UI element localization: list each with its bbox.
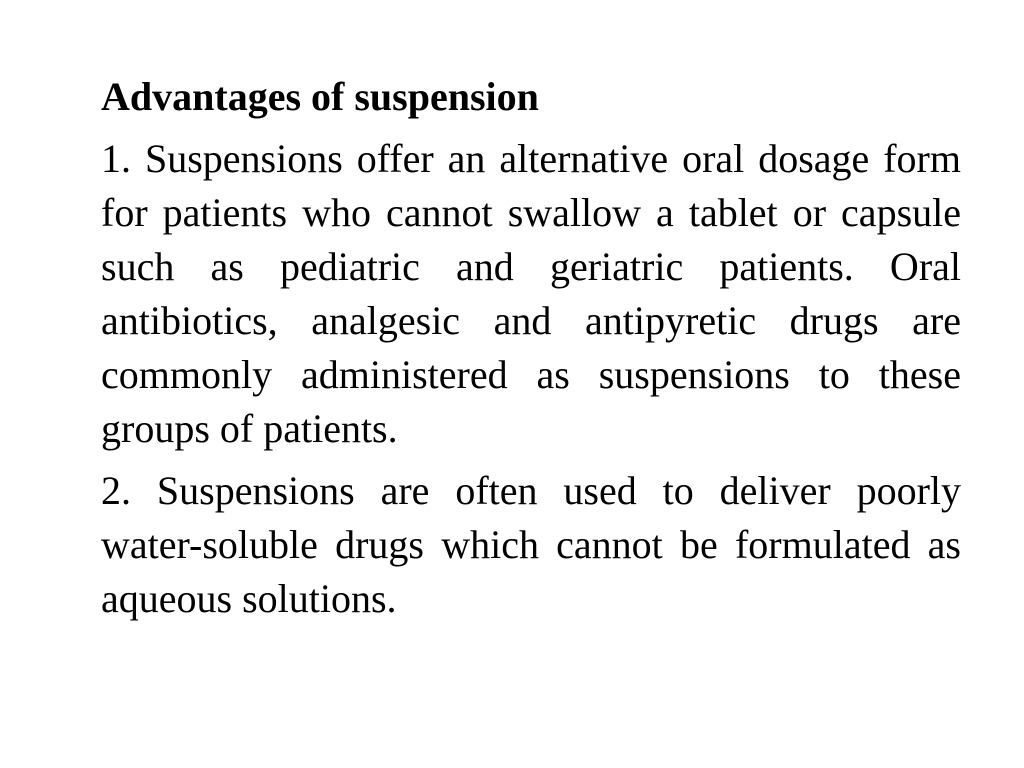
slide-content [101, 70, 961, 634]
slide-heading: Advantages of suspension [101, 74, 539, 119]
point-1: 1. Suspensions offer an alternative oral dosage form for patients who cannot swallow a tablet or capsule such as pediatric and geriatric patients. Oral antibiotics, analgesic and antipyretic drugs are commonly administered as suspensions to these groups of patients. [101, 136, 961, 451]
point-2: 2. Suspensions are often used to deliver poorly water-soluble drugs which cannot be formulated as aqueous solutions. [101, 468, 961, 621]
